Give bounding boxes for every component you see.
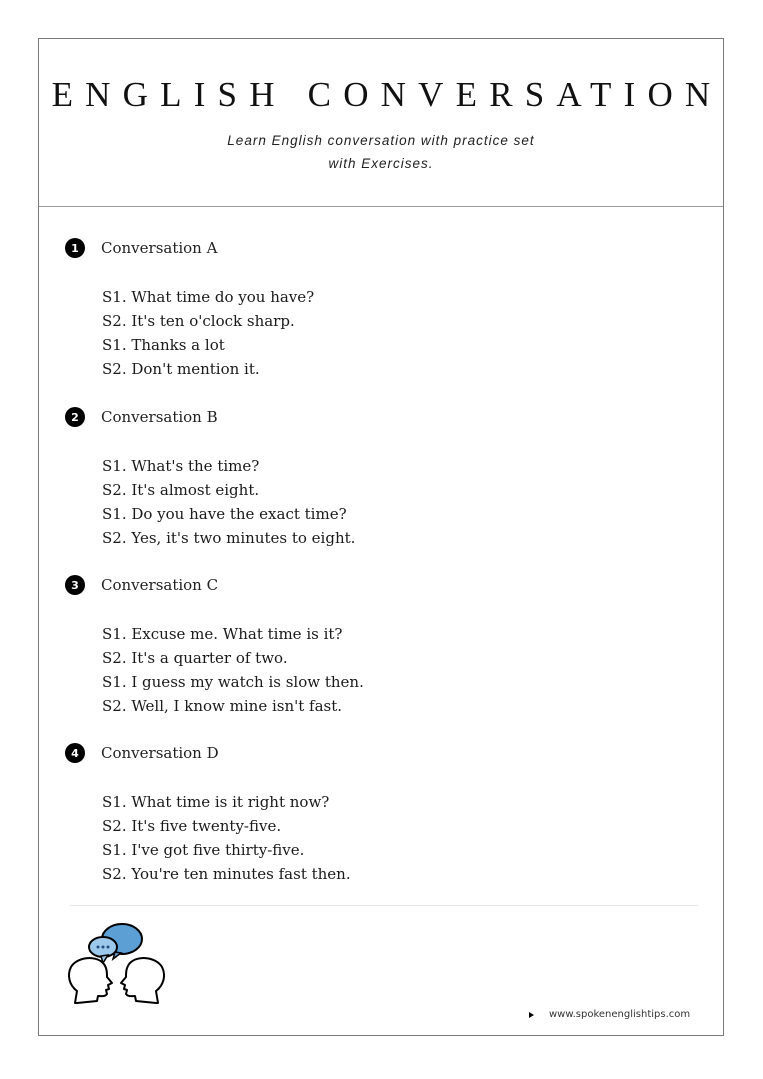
website-url[interactable]: www.spokenenglishtips.com: [549, 1009, 691, 1020]
number-badge-icon: 4: [65, 743, 85, 763]
dialogue-line: S2. Yes, it's two minutes to eight.: [102, 529, 356, 547]
dialogue-line: S1. What time is it right now?: [102, 793, 330, 811]
subtitle: [39, 129, 723, 175]
website-link[interactable]: [529, 1009, 690, 1020]
conversation-b: [65, 406, 355, 550]
dialogue-line: S1. Do you have the exact time?: [102, 505, 347, 523]
dialogue-line: S2. It's ten o'clock sharp.: [102, 312, 295, 330]
dialogue-line: S2. It's five twenty-five.: [102, 817, 282, 835]
footer-divider: [70, 905, 698, 906]
header: [39, 39, 723, 207]
dialogue-line: S1. What's the time?: [102, 457, 260, 475]
triangle-bullet-icon: [529, 1012, 534, 1018]
dialogue-line: S1. I guess my watch is slow then.: [102, 673, 364, 691]
conversation-d: [65, 742, 351, 886]
two-heads-talking-icon: [65, 919, 165, 1014]
conversation-title: Conversation C: [101, 576, 219, 594]
conversation-c: [65, 574, 364, 718]
number-badge-icon: 3: [65, 575, 85, 595]
conversation-title: Conversation A: [101, 239, 218, 257]
number-badge-icon: 2: [65, 407, 85, 427]
dialogue-line: S2. Don't mention it.: [102, 360, 260, 378]
dialogue-line: S1. What time do you have?: [102, 288, 315, 306]
dialogue-line: S1. Thanks a lot: [102, 336, 225, 354]
subtitle-line-2: with Exercises.: [328, 156, 434, 171]
page-title: ENGLISH CONVERSATION: [51, 75, 723, 114]
dialogue-line: S2. It's a quarter of two.: [102, 649, 288, 667]
conversation-title: Conversation B: [101, 408, 218, 426]
dialogue-line: S2. Well, I know mine isn't fast.: [102, 697, 343, 715]
dialogue-line: S2. It's almost eight.: [102, 481, 260, 499]
conversation-a: [65, 237, 314, 381]
conversation-title: Conversation D: [101, 744, 219, 762]
dialogue-line: S1. Excuse me. What time is it?: [102, 625, 343, 643]
subtitle-line-1: Learn English conversation with practice set: [227, 133, 535, 148]
dialogue-line: S2. You're ten minutes fast then.: [102, 865, 351, 883]
dialogue-line: S1. I've got five thirty-five.: [102, 841, 305, 859]
worksheet-page: [38, 38, 724, 1036]
number-badge-icon: 1: [65, 238, 85, 258]
